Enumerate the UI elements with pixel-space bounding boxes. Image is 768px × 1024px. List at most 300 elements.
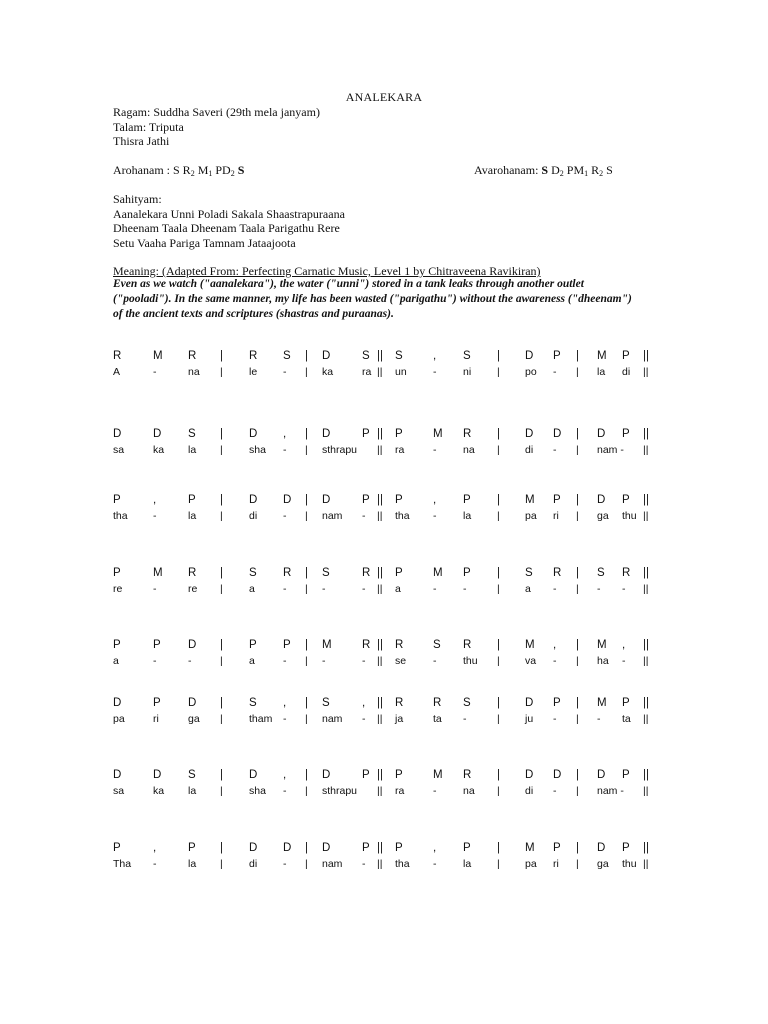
bar-line: ||	[377, 785, 383, 797]
swara-note: P	[395, 567, 403, 579]
lyric-syllable: a	[249, 583, 255, 595]
swara-note: P	[622, 428, 630, 440]
lyric-syllable: -	[463, 713, 467, 725]
lyric-syllable: -	[283, 583, 287, 595]
lyric-syllable: se	[395, 655, 407, 667]
swara-note: R	[283, 567, 292, 579]
bar-line: |	[576, 510, 579, 522]
swara-note: M	[153, 567, 163, 579]
swara-note: M	[525, 842, 535, 854]
swara-note: P	[153, 697, 161, 709]
lyric-syllable: di	[525, 785, 534, 797]
bar-line: |	[576, 639, 579, 651]
swara-note: R	[433, 697, 442, 709]
lyric-syllable: ra	[395, 785, 405, 797]
swara-note: P	[463, 842, 471, 854]
bar-line: ||	[643, 510, 649, 522]
lyric-syllable: pa	[525, 858, 537, 870]
swara-note: D	[113, 697, 122, 709]
bar-line: ||	[377, 350, 383, 362]
bar-line: ||	[643, 655, 649, 667]
bar-line: ||	[643, 842, 649, 854]
swara-note: D	[597, 494, 606, 506]
bar-line: ||	[643, 713, 649, 725]
swara-note: ,	[553, 639, 557, 651]
swara-note: R	[249, 350, 258, 362]
swara-row	[0, 494, 768, 508]
swara-note: S	[433, 639, 441, 651]
lyric-syllable: a	[249, 655, 255, 667]
lyric-syllable: A	[113, 366, 121, 378]
swara-note: S	[463, 697, 471, 709]
swara-note: ,	[433, 842, 437, 854]
swara-note: D	[322, 494, 331, 506]
bar-line: |	[220, 510, 223, 522]
swara-note: P	[188, 494, 196, 506]
bar-line: |	[305, 785, 308, 797]
swara-note: P	[622, 494, 630, 506]
swara-note: D	[188, 697, 197, 709]
lyric-syllable: na	[188, 366, 200, 378]
lyric-syllable: la	[188, 785, 197, 797]
lyric-syllable: -	[283, 785, 287, 797]
lyric-syllable: -	[153, 510, 157, 522]
bar-line: ||	[377, 655, 383, 667]
bar-line: ||	[377, 769, 383, 781]
lyric-syllable: di	[622, 366, 631, 378]
bar-line: |	[305, 350, 308, 362]
lyric-syllable: sha	[249, 444, 266, 456]
swara-note: S	[597, 567, 605, 579]
arohanam-line	[113, 163, 244, 177]
lyric-row	[0, 655, 768, 669]
lyric-syllable: -	[153, 655, 157, 667]
swara-note: D	[553, 428, 562, 440]
lyric-syllable: -	[322, 655, 326, 667]
note-subscript: 2	[599, 169, 604, 178]
swara-note: D	[113, 428, 122, 440]
bar-line: |	[576, 567, 579, 579]
lyric-syllable: va	[525, 655, 537, 667]
bar-line: ||	[643, 494, 649, 506]
swara-note: P	[395, 769, 403, 781]
swara-note: R	[113, 350, 122, 362]
lyric-syllable: -	[188, 655, 192, 667]
bar-line: |	[576, 350, 579, 362]
bar-line: |	[497, 769, 500, 781]
lyric-syllable: un	[395, 366, 407, 378]
bar-line: |	[305, 842, 308, 854]
bar-line: |	[497, 444, 500, 456]
bar-line: |	[220, 366, 223, 378]
swara-note: D	[188, 639, 197, 651]
lyric-syllable: a	[395, 583, 401, 595]
sahityam-line: Setu Vaaha Pariga Tamnam Jataajoota	[113, 236, 296, 250]
bar-line: |	[497, 428, 500, 440]
swara-note: P	[553, 842, 561, 854]
lyric-syllable: ta	[433, 713, 442, 725]
note: S	[234, 163, 245, 177]
meaning-label	[113, 264, 541, 278]
lyric-syllable: sa	[113, 444, 125, 456]
lyric-syllable: ta	[622, 713, 631, 725]
lyric-syllable: re	[188, 583, 198, 595]
bar-line: |	[220, 639, 223, 651]
swara-note: D	[525, 350, 534, 362]
lyric-syllable: -	[283, 510, 287, 522]
lyric-syllable: di	[249, 858, 258, 870]
swara-note: S	[362, 350, 370, 362]
lyric-syllable: -	[433, 583, 437, 595]
lyric-syllable: -	[283, 655, 287, 667]
swara-note: S	[463, 350, 471, 362]
lyric-row	[0, 444, 768, 458]
bar-line: |	[576, 583, 579, 595]
bar-line: |	[220, 583, 223, 595]
swara-note: S	[249, 567, 257, 579]
lyric-syllable: -	[553, 583, 557, 595]
bar-line: |	[305, 444, 308, 456]
swara-note: ,	[433, 494, 437, 506]
lyric-syllable: -	[153, 366, 157, 378]
swara-note: D	[525, 769, 534, 781]
lyric-syllable: -	[433, 366, 437, 378]
swara-note: P	[249, 639, 257, 651]
bar-line: ||	[377, 428, 383, 440]
swara-note: M	[322, 639, 332, 651]
meaning-text: Even as we watch ("aanalekara"), the water ("unni") stored in a tank leaks through another outlet ("pooladi"). In the same manner, my life has been wasted ("parigathu") without the awareness ("dheenam") of the ancient texts and scriptures (shastras and puraanas).	[113, 278, 632, 320]
note: S	[603, 163, 613, 177]
bar-line: |	[576, 858, 579, 870]
lyric-syllable: -	[362, 858, 366, 870]
lyric-syllable: na	[463, 444, 475, 456]
bar-line: |	[305, 366, 308, 378]
swara-note: P	[153, 639, 161, 651]
swara-note: P	[622, 350, 630, 362]
jathi-line: Thisra Jathi	[113, 134, 170, 148]
lyric-syllable: tham	[249, 713, 273, 725]
page-title: ANALEKARA	[345, 90, 423, 104]
swara-row	[0, 567, 768, 581]
note: S	[172, 163, 180, 177]
swara-note: P	[362, 769, 370, 781]
bar-line: ||	[377, 858, 383, 870]
arohanam-label: Arohanam :	[113, 163, 173, 177]
lyric-syllable: sthrapu	[322, 785, 358, 797]
bar-line: |	[220, 769, 223, 781]
swara-note: D	[322, 428, 331, 440]
swara-note: D	[553, 769, 562, 781]
avarohanam-line	[474, 163, 613, 178]
bar-line: |	[220, 567, 223, 579]
bar-line: ||	[643, 583, 649, 595]
bar-line: |	[220, 697, 223, 709]
swara-note: P	[395, 842, 403, 854]
lyric-syllable: po	[525, 366, 537, 378]
swara-note: D	[597, 769, 606, 781]
lyric-syllable: ju	[525, 713, 534, 725]
swara-note: P	[113, 639, 121, 651]
lyric-syllable: thu	[463, 655, 478, 667]
swara-note: S	[188, 769, 196, 781]
note-subscript: 1	[208, 169, 213, 178]
swara-note: D	[283, 842, 292, 854]
swara-note: D	[249, 842, 258, 854]
lyric-syllable: -	[362, 713, 366, 725]
lyric-syllable: thu	[622, 510, 637, 522]
swara-note: D	[153, 769, 162, 781]
swara-note: R	[395, 697, 404, 709]
bar-line: ||	[643, 366, 649, 378]
swara-note: M	[525, 494, 535, 506]
swara-note: D	[597, 428, 606, 440]
swara-note: P	[283, 639, 291, 651]
bar-line: ||	[377, 842, 383, 854]
bar-line: |	[576, 428, 579, 440]
lyric-syllable: na	[463, 785, 475, 797]
lyric-row	[0, 583, 768, 597]
swara-note: M	[597, 697, 607, 709]
lyric-row	[0, 785, 768, 799]
lyric-syllable: re	[113, 583, 123, 595]
lyric-syllable: -	[597, 583, 601, 595]
note-subscript: 2	[190, 169, 195, 178]
bar-line: |	[497, 785, 500, 797]
lyric-syllable: ga	[188, 713, 200, 725]
bar-line: ||	[643, 428, 649, 440]
lyric-syllable: -	[553, 444, 557, 456]
lyric-syllable: -	[463, 583, 467, 595]
swara-note: P	[463, 567, 471, 579]
swara-note: S	[525, 567, 533, 579]
bar-line: |	[576, 769, 579, 781]
bar-line: ||	[377, 366, 383, 378]
swara-note: R	[395, 639, 404, 651]
swara-row	[0, 842, 768, 856]
bar-line: |	[220, 842, 223, 854]
meaning-source: Meaning: (Adapted From: Perfecting Carnatic Music, Level 1 by Chitraveena Ravikiran)	[113, 264, 541, 278]
bar-line: |	[576, 494, 579, 506]
bar-line: |	[576, 655, 579, 667]
swara-note: S	[283, 350, 291, 362]
bar-line: |	[305, 769, 308, 781]
lyric-syllable: pa	[525, 510, 537, 522]
lyric-syllable: ra	[362, 366, 372, 378]
lyric-syllable: -	[283, 444, 287, 456]
swara-note: M	[433, 428, 443, 440]
bar-line: |	[576, 713, 579, 725]
lyric-syllable: -	[433, 510, 437, 522]
lyric-syllable: la	[188, 444, 197, 456]
swara-note: M	[597, 639, 607, 651]
lyric-syllable: di	[249, 510, 258, 522]
swara-note: M	[525, 639, 535, 651]
bar-line: |	[305, 583, 308, 595]
swara-note: P	[188, 842, 196, 854]
bar-line: ||	[643, 567, 649, 579]
lyric-syllable: -	[362, 655, 366, 667]
note: PM	[563, 163, 585, 177]
lyric-syllable: sa	[113, 785, 125, 797]
bar-line: |	[220, 655, 223, 667]
lyric-syllable: la	[188, 858, 197, 870]
bar-line: |	[220, 858, 223, 870]
swara-note: R	[362, 639, 371, 651]
swara-note: R	[622, 567, 631, 579]
lyric-row	[0, 366, 768, 380]
bar-line: |	[497, 858, 500, 870]
lyric-syllable: thu	[622, 858, 637, 870]
lyric-syllable: ri	[153, 713, 159, 725]
lyric-syllable: nam	[322, 713, 343, 725]
swara-note: S	[249, 697, 257, 709]
bar-line: |	[497, 366, 500, 378]
bar-line: |	[576, 366, 579, 378]
swara-note: ,	[153, 494, 157, 506]
sahityam-line: Dheenam Taala Dheenam Taala Parigathu Rere	[113, 221, 340, 235]
note: S	[541, 163, 549, 177]
lyric-syllable: -	[283, 858, 287, 870]
lyric-syllable: ka	[153, 785, 165, 797]
lyric-syllable: -	[433, 444, 437, 456]
bar-line: ||	[377, 697, 383, 709]
lyric-syllable: ri	[553, 510, 559, 522]
swara-note: ,	[622, 639, 626, 651]
swara-note: D	[249, 428, 258, 440]
bar-line: |	[305, 494, 308, 506]
swara-note: M	[153, 350, 163, 362]
bar-line: |	[576, 842, 579, 854]
swara-note: R	[463, 639, 472, 651]
bar-line: ||	[643, 639, 649, 651]
lyric-syllable: -	[153, 583, 157, 595]
swara-note: S	[322, 567, 330, 579]
note-subscript: 2	[230, 169, 235, 178]
swara-note: M	[433, 769, 443, 781]
bar-line: |	[305, 697, 308, 709]
swara-note: ,	[283, 428, 287, 440]
swara-note: D	[249, 769, 258, 781]
lyric-syllable: la	[463, 510, 472, 522]
swara-note: D	[153, 428, 162, 440]
swara-note: ,	[283, 769, 287, 781]
avarohanam-label: Avarohanam:	[474, 163, 542, 177]
lyric-syllable: -	[283, 713, 287, 725]
bar-line: ||	[643, 858, 649, 870]
swara-note: D	[322, 842, 331, 854]
bar-line: |	[497, 697, 500, 709]
lyric-syllable: -	[362, 583, 366, 595]
lyric-syllable: -	[553, 713, 557, 725]
swara-note: P	[395, 494, 403, 506]
swara-note: M	[433, 567, 443, 579]
bar-line: ||	[377, 510, 383, 522]
bar-line: ||	[643, 769, 649, 781]
note: PD	[212, 163, 231, 177]
sahityam-label: Sahityam:	[113, 192, 162, 206]
bar-line: |	[220, 713, 223, 725]
arohanam-notes	[173, 163, 244, 177]
bar-line: |	[497, 583, 500, 595]
swara-note: M	[597, 350, 607, 362]
bar-line: |	[576, 697, 579, 709]
swara-note: R	[463, 428, 472, 440]
swara-note: S	[188, 428, 196, 440]
lyric-syllable: a	[525, 583, 531, 595]
swara-note: ,	[153, 842, 157, 854]
note: M	[194, 163, 209, 177]
bar-line: |	[220, 350, 223, 362]
note-subscript: 1	[584, 169, 589, 178]
lyric-syllable: le	[249, 366, 258, 378]
swara-note: P	[362, 494, 370, 506]
lyric-syllable: di	[525, 444, 534, 456]
lyric-syllable: -	[622, 655, 626, 667]
lyric-syllable: -	[433, 785, 437, 797]
bar-line: |	[220, 428, 223, 440]
swara-note: P	[553, 494, 561, 506]
lyric-syllable: ni	[463, 366, 472, 378]
lyric-syllable: ra	[395, 444, 405, 456]
bar-line: |	[220, 785, 223, 797]
lyric-syllable: -	[597, 713, 601, 725]
bar-line: |	[305, 428, 308, 440]
bar-line: |	[305, 567, 308, 579]
lyric-syllable: pa	[113, 713, 125, 725]
swara-note: R	[553, 567, 562, 579]
bar-line: ||	[377, 639, 383, 651]
note-subscript: 2	[559, 169, 564, 178]
swara-note: D	[322, 350, 331, 362]
bar-line: |	[220, 444, 223, 456]
bar-line: |	[576, 785, 579, 797]
swara-row	[0, 639, 768, 653]
lyric-syllable: nam	[322, 510, 343, 522]
lyric-syllable: tha	[113, 510, 128, 522]
lyric-syllable: nam	[322, 858, 343, 870]
lyric-syllable: tha	[395, 858, 410, 870]
ragam-line: Ragam: Suddha Saveri (29th mela janyam)	[113, 105, 320, 119]
lyric-syllable: ka	[322, 366, 334, 378]
swara-note: R	[463, 769, 472, 781]
bar-line: |	[497, 655, 500, 667]
swara-note: D	[283, 494, 292, 506]
swara-row	[0, 350, 768, 364]
swara-note: P	[622, 697, 630, 709]
lyric-syllable: -	[622, 583, 626, 595]
lyric-syllable: ri	[553, 858, 559, 870]
swara-note: P	[463, 494, 471, 506]
bar-line: |	[305, 655, 308, 667]
bar-line: ||	[643, 444, 649, 456]
lyric-row	[0, 858, 768, 872]
bar-line: ||	[643, 697, 649, 709]
bar-line: |	[305, 639, 308, 651]
swara-note: P	[113, 494, 121, 506]
lyric-syllable: ja	[395, 713, 404, 725]
bar-line: ||	[377, 567, 383, 579]
lyric-syllable: nam -	[597, 785, 624, 797]
bar-line: |	[576, 444, 579, 456]
talam-line: Talam: Triputa	[113, 120, 184, 134]
lyric-syllable: -	[322, 583, 326, 595]
lyric-syllable: -	[153, 858, 157, 870]
bar-line: ||	[377, 583, 383, 595]
lyric-syllable: -	[433, 858, 437, 870]
avarohanam-notes	[541, 163, 612, 177]
lyric-syllable: la	[597, 366, 606, 378]
swara-note: D	[249, 494, 258, 506]
